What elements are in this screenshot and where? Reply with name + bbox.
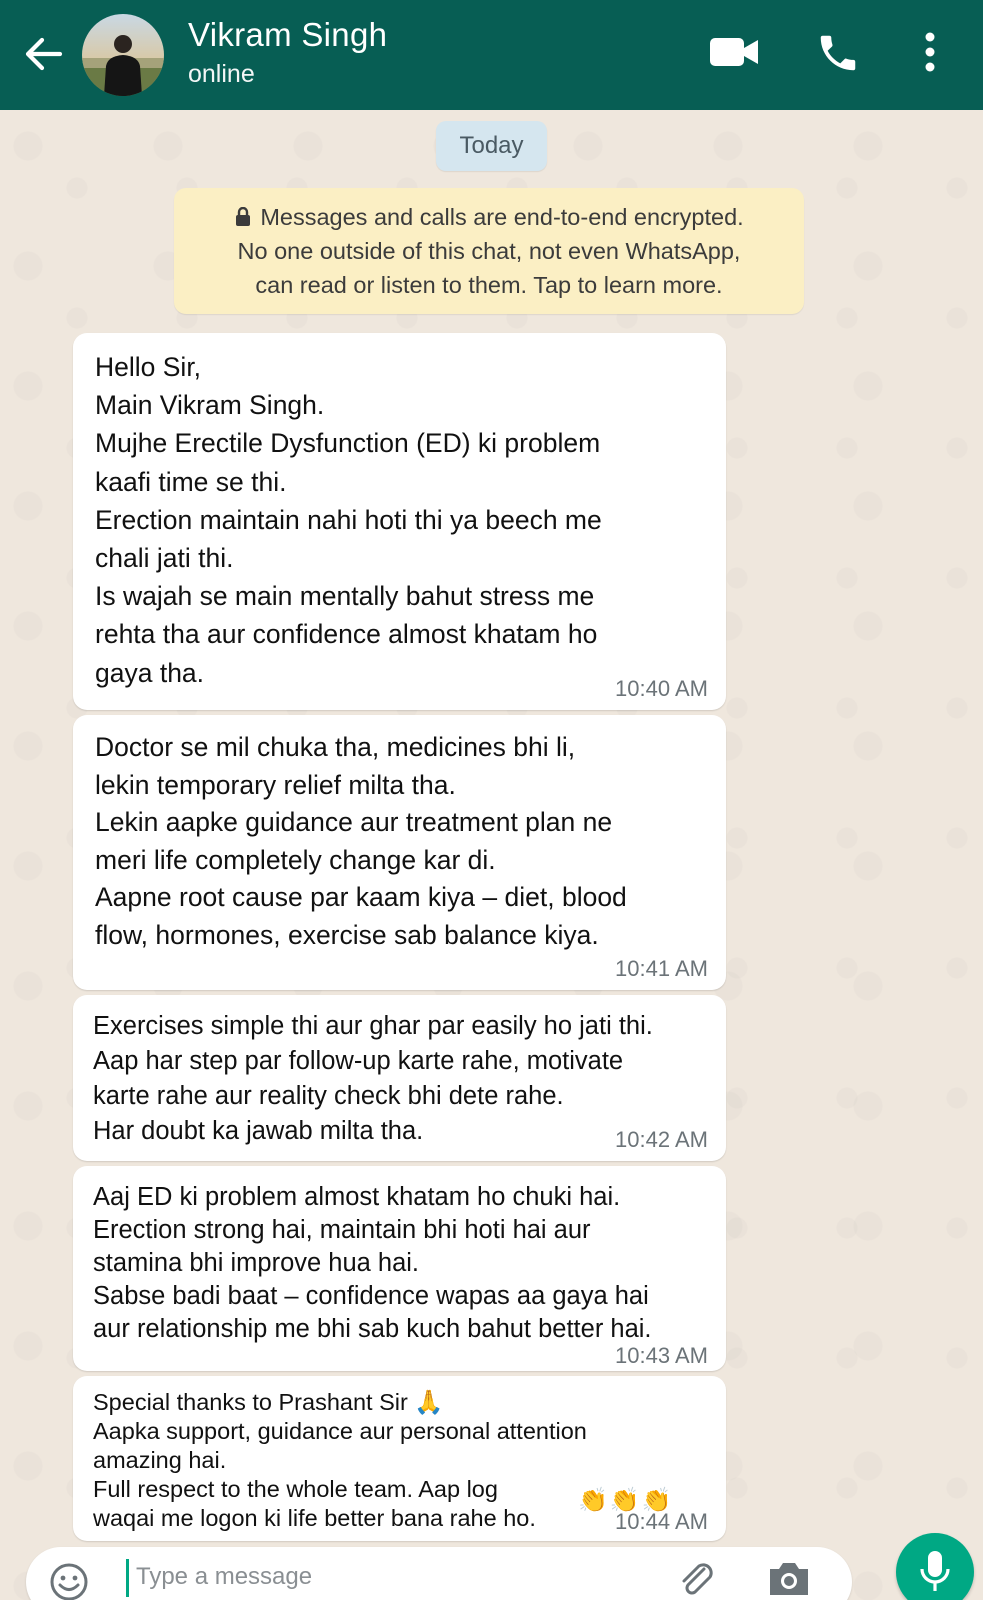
contact-name: Vikram Singh xyxy=(188,16,388,53)
message-input[interactable] xyxy=(136,1555,536,1599)
back-arrow-icon[interactable] xyxy=(22,32,66,76)
message-bubble[interactable] xyxy=(73,995,726,1161)
chat-header xyxy=(0,0,983,110)
contact-info[interactable] xyxy=(188,16,387,89)
encryption-text: Messages and calls are end-to-end encrypted. No one outside of this chat, not even WhatsApp, can read or listen to them. Tap to learn more. xyxy=(237,204,744,298)
attach-icon[interactable] xyxy=(674,1557,718,1600)
contact-status: online xyxy=(188,60,255,88)
message-time: 10:42 AM xyxy=(615,1127,708,1152)
message-text: Aaj ED ki problem almost khatam ho chuki hai. Erection strong hai, maintain bhi hoti hai aur stamina bhi improve hua hai. Sabse badi baat – confidence wapas aa gaya hai aur relationship me bhi sab kuch bahut better hai. xyxy=(93,1183,652,1343)
message-time: 10:40 AM xyxy=(615,676,708,701)
message-bubble[interactable] xyxy=(73,1376,726,1541)
voice-call-icon[interactable] xyxy=(815,30,861,76)
lock-icon xyxy=(234,202,252,222)
message-text: Special thanks to Prashant Sir 🙏 Aapka support, guidance aur personal attention amazing hai. Full respect to the whole team. Aap log waqai me logon ki life better bana rahe ho. xyxy=(93,1389,587,1531)
message-text: Exercises simple thi aur ghar par easily ho jati thi. Aap har step par follow-up karte rahe, motivate karte rahe aur reality check bhi dete rahe. Har doubt ka jawab milta tha. xyxy=(93,1012,653,1145)
message-text: Hello Sir, Main Vikram Singh. Mujhe Erectile Dysfunction (ED) ki problem kaafi time se thi. Erection maintain nahi hoti thi ya beech me chali jati thi. Is wajah se main mentally bahut stress me rehta tha aur confidence almost khatam ho gaya tha. xyxy=(95,352,602,688)
emoji-icon[interactable] xyxy=(48,1561,90,1600)
message-text: Doctor se mil chuka tha, medicines bhi li, lekin temporary relief milta tha. Lekin aapke guidance aur treatment plan ne meri life completely change kar di. Aapne root cause par kaam kiya – diet, blood flow, hormones, exercise sab balance kiya. xyxy=(95,732,627,950)
video-call-icon[interactable] xyxy=(708,30,760,74)
message-bubble[interactable] xyxy=(73,333,726,710)
message-bubble[interactable] xyxy=(73,715,726,990)
message-bubble[interactable] xyxy=(73,1166,726,1371)
mic-icon xyxy=(917,1549,953,1595)
camera-icon[interactable] xyxy=(766,1559,812,1599)
clapping-hands-emoji: 👏👏👏 xyxy=(578,1487,674,1514)
more-options-icon[interactable] xyxy=(915,30,945,76)
avatar[interactable] xyxy=(82,14,164,96)
message-composer xyxy=(26,1547,852,1600)
message-time: 10:44 AM xyxy=(615,1509,708,1534)
message-time: 10:41 AM xyxy=(615,956,708,981)
message-time: 10:43 AM xyxy=(615,1343,708,1368)
text-cursor xyxy=(126,1559,129,1597)
encryption-notice[interactable] xyxy=(174,188,804,314)
date-chip: Today xyxy=(436,121,547,171)
